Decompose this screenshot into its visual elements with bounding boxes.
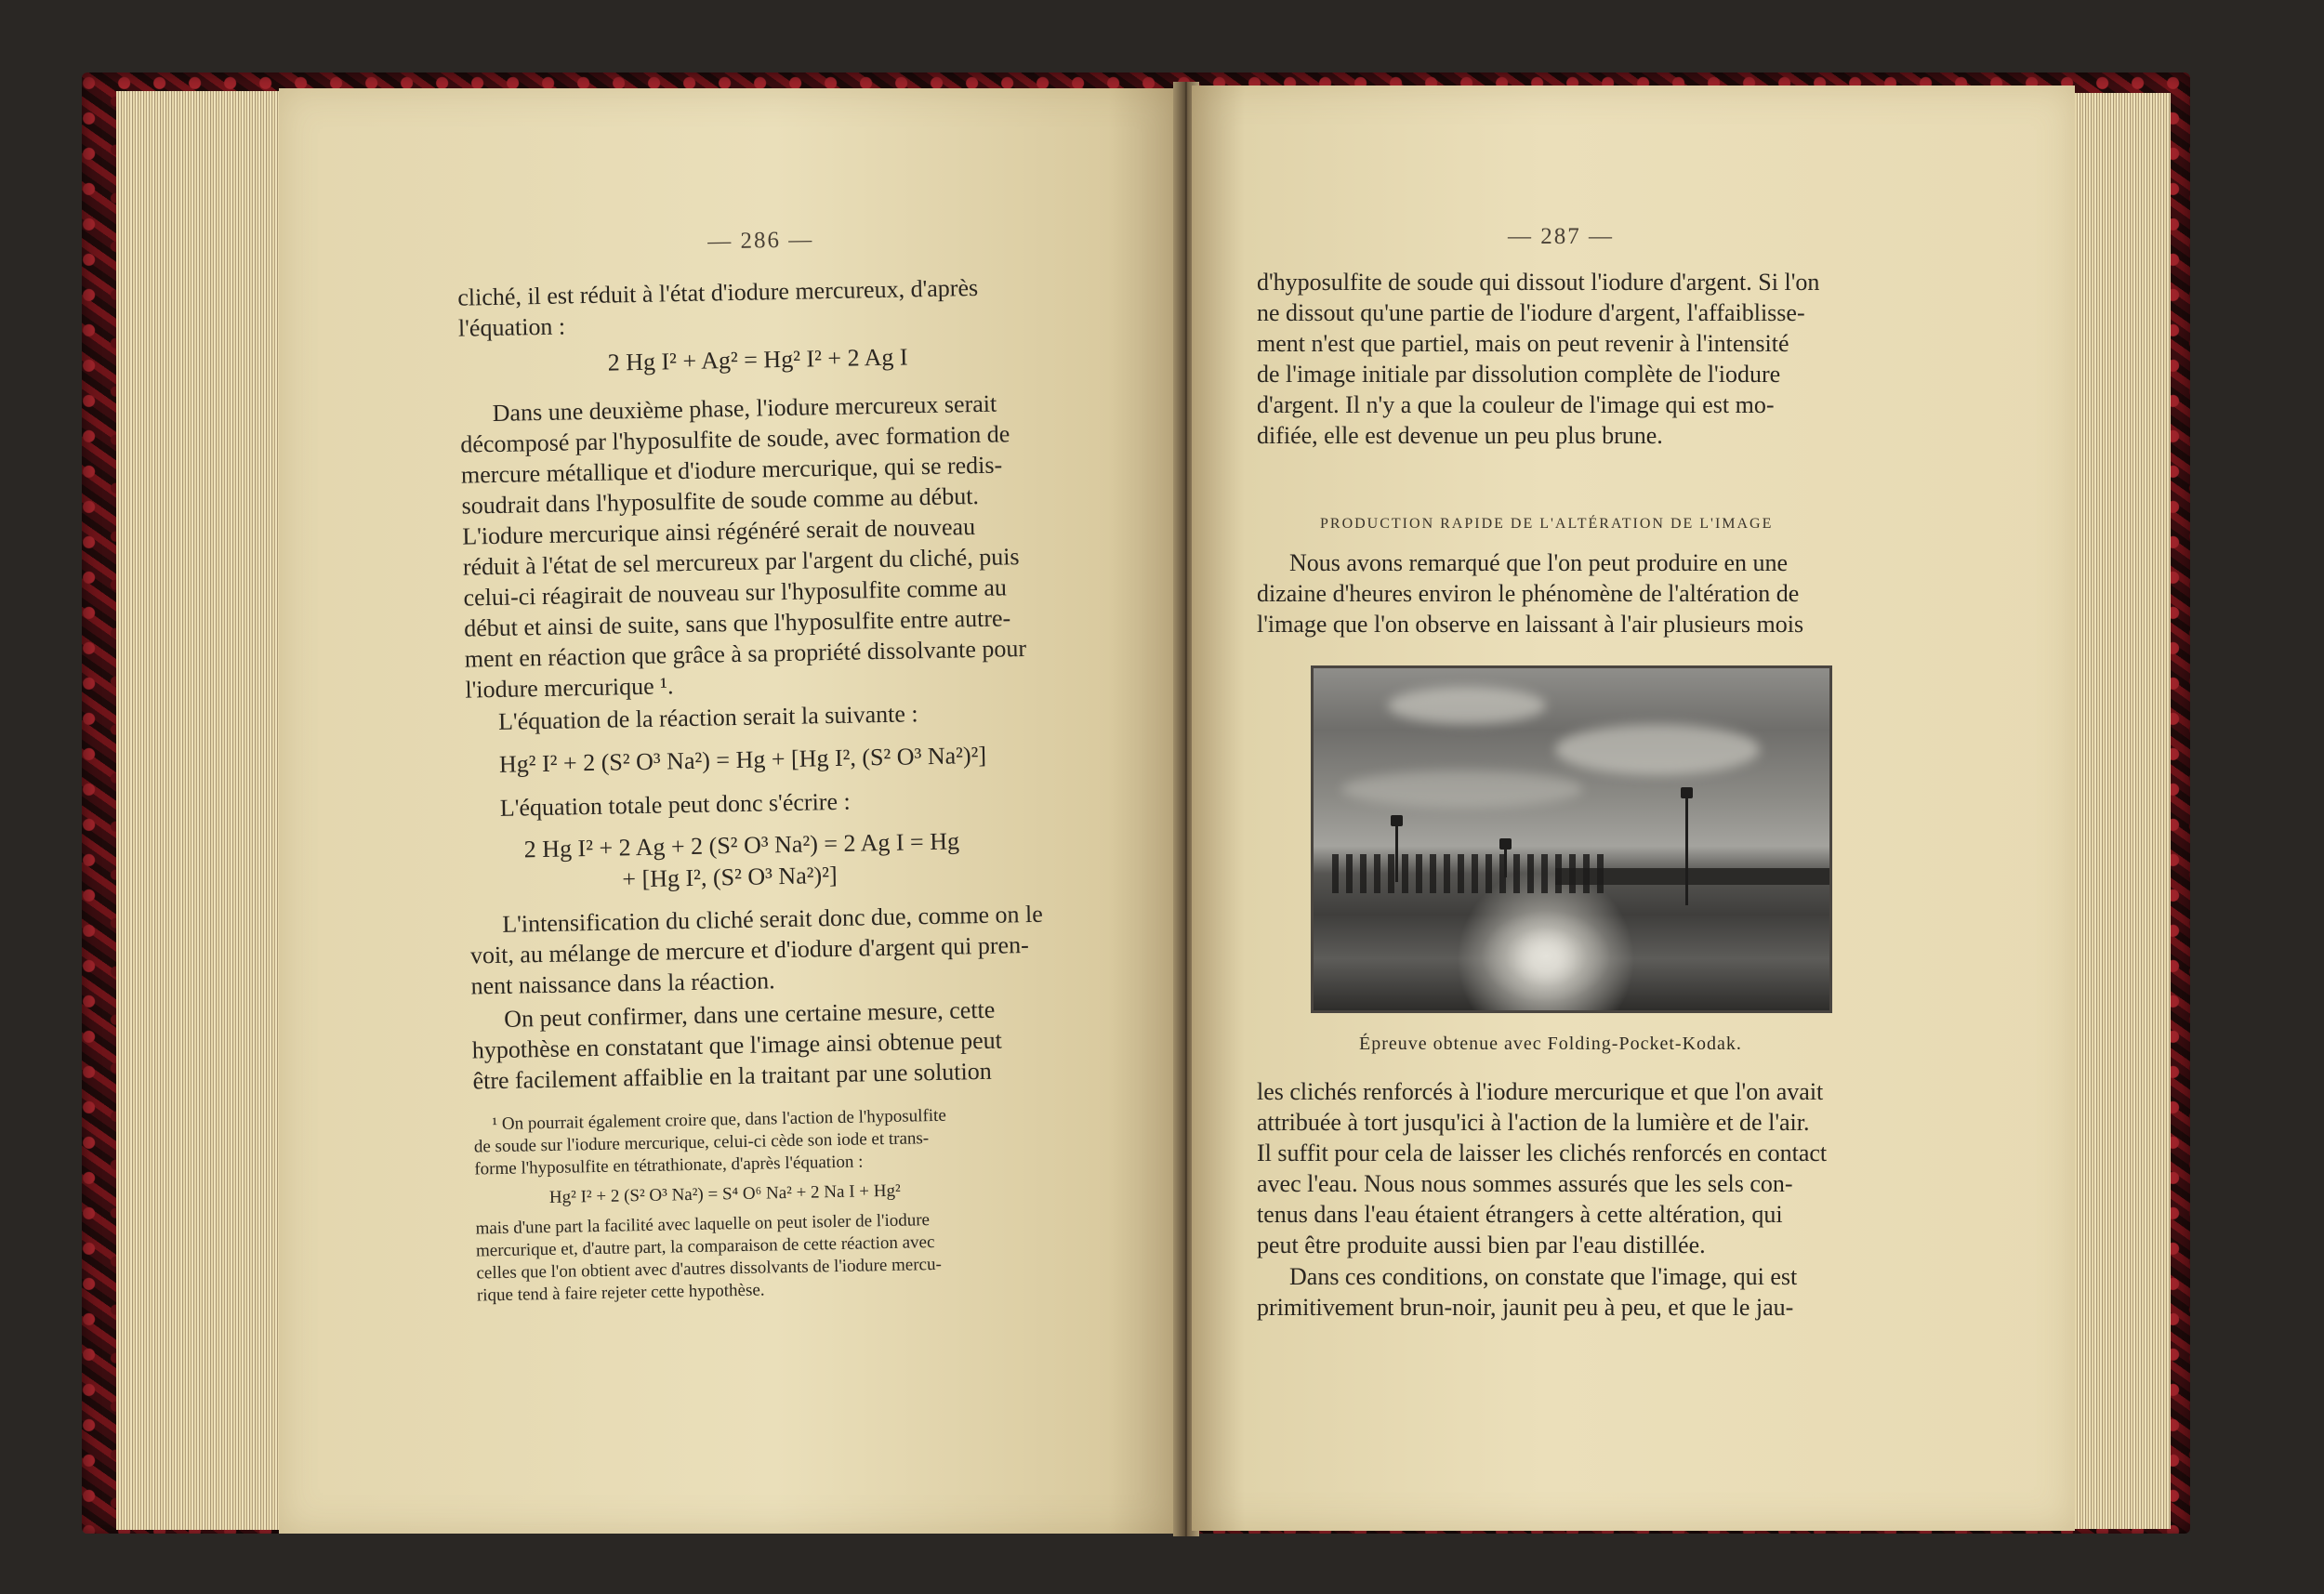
page-number: — 286 — [706,227,814,255]
text-line: ment n'est que partiel, mais on peut revenir à l'intensité [1257,330,1789,357]
text-line: début et ainsi de suite, sans que l'hyposulfite entre autre- [463,604,1011,642]
text-line: attribuée à tort jusqu'ici à l'action de la lumière et de l'air. [1257,1109,1810,1136]
text-line: d'argent. Il n'y a que la couleur de l'image qui est mo- [1257,391,1775,418]
text-line: décomposé par l'hyposulfite de soude, avec formation de [460,420,1010,458]
text-line: ne dissout qu'une partie de l'iodure d'argent, l'affaiblisse- [1257,299,1805,326]
text-line: être facilement affaiblie en la traitant par une solution [472,1057,992,1095]
left-page [279,88,1181,1534]
text-line: l'équation : [457,312,566,342]
equation: + [Hg I², (S² O³ Na²)²] [622,861,838,893]
footnote-line: celles que l'on obtient avec d'autres dissolvants de l'iodure mercu- [476,1254,943,1284]
text-line: Nous avons remarqué que l'on peut produire en une [1289,549,1789,576]
text-line: soudrait dans l'hyposulfite de soude comme au début. [461,481,980,520]
text-line: mercure métallique et d'iodure mercurique, qui se redis- [460,451,1003,489]
text-line: dizaine d'heures environ le phénomène de l'altération de [1257,580,1800,607]
text-line: voit, au mélange de mercure et d'iodure d'argent qui pren- [469,931,1029,969]
text-line: l'image que l'on observe en laissant à l'air plusieurs mois [1257,611,1804,638]
text-line: L'équation totale peut donc s'écrire : [499,787,851,822]
text-line: L'intensification du cliché serait donc due, comme on le [502,900,1044,938]
text-line: l'iodure mercurique ¹. [465,672,674,704]
text-line: réduit à l'état de sel mercureux par l'argent du cliché, puis [462,543,1020,581]
photo-caption: Épreuve obtenue avec Folding-Pocket-Kodak. [1359,1034,1742,1054]
text-line: On peut confirmer, dans une certaine mesure, cette [503,995,996,1033]
text-line: d'hyposulfite de soude qui dissout l'iodure d'argent. Si l'on [1257,269,1820,296]
text-line: hypothèse en constatant que l'image ainsi obtenue peut [471,1026,1003,1064]
page-number: — 287 — [1508,224,1614,249]
footnote-line: rique tend à faire rejeter cette hypothèse. [476,1280,765,1306]
text-line: avec l'eau. Nous nous sommes assurés que les sels con- [1257,1170,1793,1197]
footnote-line: mais d'une part la facilité avec laquelle on peut isoler de l'iodure [475,1210,931,1239]
text-line: Dans une deuxième phase, l'iodure mercureux serait [492,389,997,427]
footnote-line: forme l'hyposulfite en tétrathionate, d'après l'équation : [474,1152,864,1179]
equation: 2 Hg I² + Ag² = Hg² I² + 2 Ag I [607,343,908,376]
text-line: Il suffit pour cela de laisser les clichés renforcés en contact [1257,1140,1828,1166]
text-line: Dans ces conditions, on constate que l'image, qui est [1289,1263,1798,1290]
text-line: peut être produite aussi bien par l'eau distillée. [1257,1232,1706,1258]
text-line: L'iodure mercurique ainsi régénéré serait de nouveau [462,513,976,550]
pier-photograph [1311,665,1832,1013]
text-line: cliché, il est réduit à l'état d'iodure mercureux, d'après [457,273,979,311]
equation: 2 Hg I² + 2 Ag + 2 (S² O³ Na²) = 2 Ag I = Hg [523,827,960,863]
left-page-edges [116,91,293,1530]
text-line: tenus dans l'eau étaient étrangers à cette altération, qui [1257,1201,1783,1228]
text-line: primitivement brun-noir, jaunit peu à peu, et que le jau- [1257,1294,1794,1321]
text-line: nent naissance dans la réaction. [470,967,775,1000]
section-heading: PRODUCTION RAPIDE DE L'ALTÉRATION DE L'IMAGE [1320,516,1774,532]
text-line: ment en réaction que grâce à sa propriété dissolvante pour [464,635,1027,673]
text-line: celui-ci réagirait de nouveau sur l'hyposulfite comme au [463,573,1008,612]
footnote-line: ¹ On pourrait également croire que, dans l'action de l'hyposulfite [492,1105,946,1135]
footnote-line: de soude sur l'iodure mercurique, celui-ci cède son iode et trans- [473,1128,930,1157]
text-line: de l'image initiale par dissolution complète de l'iodure [1257,361,1781,388]
text-line: les clichés renforcés à l'iodure mercurique et que l'on avait [1257,1078,1824,1105]
footnote-equation: Hg² I² + 2 (S² O³ Na²) = S⁴ O⁶ Na² + 2 Na I + Hg² [548,1180,901,1207]
text-line: L'équation de la réaction serait la suivante : [497,700,918,735]
right-page-edges [2064,93,2171,1529]
footnote-line: mercurique et, d'autre part, la comparaison de cette réaction avec [475,1232,935,1261]
equation: Hg² I² + 2 (S² O³ Na²) = Hg + [Hg I², (S² O³ Na²)²] [498,741,987,778]
text-line: difiée, elle est devenue un peu plus brune. [1257,422,1663,449]
